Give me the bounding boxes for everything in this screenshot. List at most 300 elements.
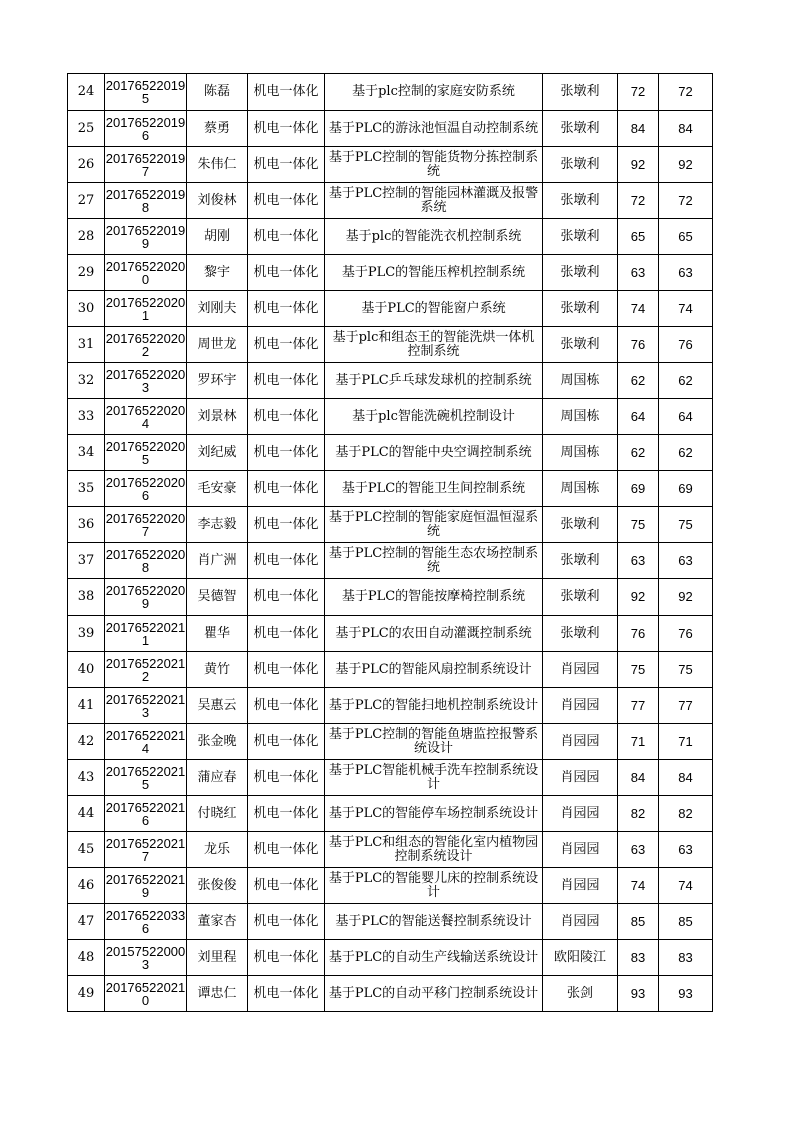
thesis-title: 基于PLC的农田自动灌溉控制系统	[335, 625, 532, 641]
thesis-title: 基于PLC的智能压榨机控制系统	[341, 264, 526, 280]
major: 机电一体化	[253, 372, 319, 388]
thesis-title: 基于PLC和组态的智能化室内植物园控制系统设计	[328, 834, 539, 864]
student-name-cell	[187, 435, 248, 471]
student-id: 201765220201	[105, 294, 186, 323]
thesis-title-cell	[325, 255, 543, 291]
thesis-title-cell	[325, 832, 543, 868]
table-row	[68, 363, 713, 399]
student-id: 201765220207	[105, 510, 186, 539]
advisor: 张墩利	[560, 589, 600, 604]
thesis-title-cell	[325, 147, 543, 183]
thesis-title: 基于PLC控制的智能鱼塘监控报警系统设计	[328, 726, 539, 756]
student-name: 肖广洲	[197, 552, 237, 568]
table-row	[68, 507, 713, 543]
row-index: 48	[77, 949, 95, 965]
score: 64	[630, 408, 646, 424]
student-name-cell	[187, 111, 248, 147]
row-index-cell	[68, 147, 105, 183]
final-score-cell	[659, 796, 713, 832]
advisor: 张墩利	[560, 516, 600, 532]
student-name: 刘纪威	[197, 444, 237, 460]
thesis-title: 基于plc的智能洗衣机控制系统	[345, 228, 522, 244]
student-name-cell	[187, 796, 248, 832]
score-cell	[618, 471, 659, 507]
major: 机电一体化	[253, 949, 319, 965]
student-id-cell	[105, 435, 187, 471]
final-score: 64	[678, 408, 693, 424]
score: 62	[630, 372, 646, 388]
final-score-cell	[659, 435, 713, 471]
advisor-cell	[543, 724, 618, 760]
final-score: 69	[678, 480, 693, 496]
student-name-cell	[187, 868, 248, 904]
advisor-cell	[543, 760, 618, 796]
major: 机电一体化	[253, 444, 319, 460]
thesis-title-cell	[325, 688, 543, 724]
row-index: 41	[77, 697, 95, 713]
final-score-cell	[659, 255, 713, 291]
thesis-title: 基于PLC的智能卫生间控制系统	[341, 480, 526, 496]
advisor: 张剑	[566, 985, 593, 1001]
row-index: 33	[77, 408, 95, 424]
advisor-cell	[543, 147, 618, 183]
row-index-cell	[68, 471, 105, 507]
row-index: 28	[77, 228, 95, 244]
thesis-title-cell	[325, 471, 543, 507]
final-score: 62	[678, 372, 693, 388]
major-cell	[248, 868, 325, 904]
student-name: 吴德智	[197, 589, 237, 604]
advisor: 周国栋	[560, 480, 600, 496]
student-id: 201765220214	[105, 727, 186, 756]
row-index-cell	[68, 74, 105, 111]
table-row	[68, 760, 713, 796]
final-score-cell	[659, 183, 713, 219]
student-name-cell	[187, 724, 248, 760]
student-name: 胡刚	[203, 228, 230, 244]
table-row	[68, 291, 713, 327]
student-id-cell	[105, 147, 187, 183]
score: 75	[630, 516, 646, 532]
score-cell	[618, 74, 659, 111]
row-index: 27	[77, 192, 95, 208]
thesis-title: 基于PLC乒乓球发球机的控制系统	[335, 372, 532, 388]
major-cell	[248, 183, 325, 219]
final-score: 92	[678, 156, 693, 172]
table-row	[68, 74, 713, 111]
thesis-title-cell	[325, 868, 543, 904]
student-name: 谭忠仁	[197, 985, 237, 1001]
major: 机电一体化	[253, 192, 319, 208]
final-score: 82	[678, 805, 693, 821]
thesis-title: 基于PLC控制的智能园林灌溉及报警系统	[328, 185, 539, 215]
major-cell	[248, 796, 325, 832]
row-index-cell	[68, 111, 105, 147]
advisor: 周国栋	[560, 444, 600, 460]
row-index-cell	[68, 796, 105, 832]
final-score-cell	[659, 940, 713, 976]
table-row	[68, 579, 713, 616]
advisor-cell	[543, 616, 618, 652]
thesis-title-cell	[325, 976, 543, 1012]
student-name: 付晓红	[197, 805, 237, 821]
advisor-cell	[543, 74, 618, 111]
student-id-cell	[105, 688, 187, 724]
major: 机电一体化	[253, 480, 319, 496]
table-row	[68, 183, 713, 219]
major-cell	[248, 219, 325, 255]
thesis-title: 基于PLC的智能送餐控制系统设计	[335, 913, 532, 929]
final-score: 74	[678, 300, 693, 316]
table-row	[68, 399, 713, 435]
student-name-cell	[187, 976, 248, 1012]
final-score-cell	[659, 868, 713, 904]
final-score-cell	[659, 471, 713, 507]
thesis-title-cell	[325, 435, 543, 471]
advisor: 张墩利	[560, 625, 600, 641]
major: 机电一体化	[253, 408, 319, 424]
major: 机电一体化	[253, 985, 319, 1001]
row-index-cell	[68, 435, 105, 471]
student-id: 201575220003	[105, 943, 186, 972]
row-index: 30	[77, 300, 95, 316]
table-row	[68, 471, 713, 507]
score: 84	[630, 120, 646, 136]
final-score-cell	[659, 291, 713, 327]
score-cell	[618, 507, 659, 543]
student-id-cell	[105, 724, 187, 760]
student-id: 201765220202	[105, 330, 186, 359]
score: 85	[630, 913, 646, 929]
thesis-title: 基于PLC控制的智能家庭恒温恒湿系统	[328, 509, 539, 539]
thesis-title-cell	[325, 940, 543, 976]
student-name-cell	[187, 940, 248, 976]
student-name-cell	[187, 183, 248, 219]
score: 93	[630, 985, 646, 1001]
student-id-cell	[105, 616, 187, 652]
advisor: 张墩利	[560, 552, 600, 568]
row-index: 40	[77, 661, 95, 677]
student-id-cell	[105, 183, 187, 219]
student-id-cell	[105, 327, 187, 363]
student-name: 黎宇	[203, 264, 230, 280]
major: 机电一体化	[253, 120, 319, 136]
thesis-title: 基于plc控制的家庭安防系统	[352, 84, 515, 99]
student-id: 201765220217	[105, 835, 186, 864]
major-cell	[248, 111, 325, 147]
advisor-cell	[543, 471, 618, 507]
student-id: 201765220200	[105, 258, 186, 287]
thesis-title-cell	[325, 291, 543, 327]
table-row	[68, 940, 713, 976]
student-name: 蒲应春	[197, 769, 237, 785]
row-index-cell	[68, 904, 105, 940]
score: 65	[630, 228, 646, 244]
major: 机电一体化	[253, 697, 319, 713]
final-score-cell	[659, 543, 713, 579]
thesis-title-cell	[325, 796, 543, 832]
table-row	[68, 724, 713, 760]
thesis-title: 基于PLC的智能按摩椅控制系统	[341, 589, 526, 604]
student-id: 201765220336	[105, 907, 186, 936]
major-cell	[248, 435, 325, 471]
student-name: 黄竹	[203, 661, 230, 677]
thesis-title-cell	[325, 507, 543, 543]
table-row	[68, 904, 713, 940]
score-cell	[618, 616, 659, 652]
student-name: 毛安豪	[197, 480, 237, 496]
advisor: 张墩利	[560, 120, 600, 136]
final-score-cell	[659, 616, 713, 652]
student-id: 201765220212	[105, 655, 186, 684]
student-name: 吴惠云	[197, 697, 237, 713]
table-row	[68, 327, 713, 363]
student-id-cell	[105, 579, 187, 616]
final-score-cell	[659, 219, 713, 255]
row-index-cell	[68, 976, 105, 1012]
student-id-cell	[105, 399, 187, 435]
row-index: 24	[77, 84, 95, 99]
row-index: 42	[77, 733, 95, 749]
advisor-cell	[543, 219, 618, 255]
advisor-cell	[543, 868, 618, 904]
final-score: 63	[678, 841, 693, 857]
advisor: 张墩利	[560, 192, 600, 208]
student-id: 201765220196	[105, 114, 186, 143]
row-index-cell	[68, 760, 105, 796]
major: 机电一体化	[253, 625, 319, 641]
table-row	[68, 616, 713, 652]
advisor-cell	[543, 327, 618, 363]
student-name-cell	[187, 147, 248, 183]
student-name-cell	[187, 399, 248, 435]
final-score: 77	[678, 697, 693, 713]
row-index: 36	[77, 516, 95, 532]
advisor-cell	[543, 688, 618, 724]
row-index: 31	[77, 336, 95, 352]
student-name-cell	[187, 471, 248, 507]
major: 机电一体化	[253, 733, 319, 749]
score: 75	[630, 661, 646, 677]
thesis-title-cell	[325, 399, 543, 435]
final-score: 93	[678, 985, 693, 1001]
student-name: 刘俊林	[197, 192, 237, 208]
thesis-title-cell	[325, 219, 543, 255]
thesis-title-cell	[325, 363, 543, 399]
table-row	[68, 435, 713, 471]
score-cell	[618, 543, 659, 579]
advisor: 张墩利	[560, 84, 600, 99]
major-cell	[248, 507, 325, 543]
major: 机电一体化	[253, 156, 319, 172]
major-cell	[248, 291, 325, 327]
final-score-cell	[659, 976, 713, 1012]
score: 63	[630, 841, 646, 857]
student-id-cell	[105, 652, 187, 688]
student-id: 201765220210	[105, 979, 186, 1008]
major-cell	[248, 399, 325, 435]
score-cell	[618, 579, 659, 616]
thesis-title-cell	[325, 74, 543, 111]
student-id-cell	[105, 868, 187, 904]
final-score-cell	[659, 652, 713, 688]
major: 机电一体化	[253, 661, 319, 677]
student-name-cell	[187, 543, 248, 579]
major-cell	[248, 904, 325, 940]
score: 62	[630, 444, 646, 460]
student-id-cell	[105, 976, 187, 1012]
student-name: 罗环宇	[197, 372, 237, 388]
advisor: 周国栋	[560, 408, 600, 424]
thesis-title-cell	[325, 724, 543, 760]
score: 76	[630, 336, 646, 352]
table-row	[68, 796, 713, 832]
table-row	[68, 652, 713, 688]
major: 机电一体化	[253, 913, 319, 929]
final-score-cell	[659, 399, 713, 435]
advisor-cell	[543, 399, 618, 435]
major: 机电一体化	[253, 228, 319, 244]
row-index-cell	[68, 616, 105, 652]
student-name: 刘刚夫	[197, 300, 237, 316]
score-cell	[618, 724, 659, 760]
major-cell	[248, 832, 325, 868]
advisor-cell	[543, 832, 618, 868]
advisor: 张墩利	[560, 264, 600, 280]
table-row	[68, 868, 713, 904]
score: 63	[630, 264, 646, 280]
row-index: 43	[77, 769, 95, 785]
grades-table	[67, 73, 713, 1012]
advisor: 肖园园	[560, 913, 600, 929]
score-cell	[618, 760, 659, 796]
student-id: 201765220199	[105, 222, 186, 251]
advisor: 肖园园	[560, 661, 600, 677]
score-cell	[618, 147, 659, 183]
student-name-cell	[187, 507, 248, 543]
score: 92	[630, 589, 646, 604]
score-cell	[618, 399, 659, 435]
score: 74	[630, 877, 646, 893]
table-row	[68, 147, 713, 183]
final-score-cell	[659, 147, 713, 183]
thesis-title: 基于PLC的游泳池恒温自动控制系统	[328, 120, 539, 136]
student-name: 龙乐	[203, 841, 230, 857]
score: 77	[630, 697, 646, 713]
score: 83	[630, 949, 646, 965]
major-cell	[248, 940, 325, 976]
score-cell	[618, 111, 659, 147]
score-cell	[618, 291, 659, 327]
student-name-cell	[187, 327, 248, 363]
advisor-cell	[543, 435, 618, 471]
student-id: 201765220208	[105, 546, 186, 575]
thesis-title-cell	[325, 111, 543, 147]
final-score: 71	[678, 733, 693, 749]
final-score-cell	[659, 111, 713, 147]
student-name: 刘景林	[197, 408, 237, 424]
advisor-cell	[543, 507, 618, 543]
student-name-cell	[187, 760, 248, 796]
student-id-cell	[105, 219, 187, 255]
major-cell	[248, 471, 325, 507]
row-index-cell	[68, 652, 105, 688]
student-id: 201765220197	[105, 150, 186, 179]
final-score-cell	[659, 688, 713, 724]
table-row	[68, 111, 713, 147]
thesis-title: 基于PLC的智能中央空调控制系统	[335, 444, 532, 460]
student-id-cell	[105, 832, 187, 868]
table-row	[68, 255, 713, 291]
advisor-cell	[543, 363, 618, 399]
student-name: 李志毅	[197, 516, 237, 532]
row-index-cell	[68, 183, 105, 219]
row-index-cell	[68, 291, 105, 327]
row-index: 44	[77, 805, 95, 821]
major: 机电一体化	[253, 877, 319, 893]
major-cell	[248, 363, 325, 399]
final-score-cell	[659, 74, 713, 111]
final-score: 75	[678, 661, 693, 677]
score-cell	[618, 327, 659, 363]
major: 机电一体化	[253, 264, 319, 280]
table-row	[68, 219, 713, 255]
score: 71	[630, 733, 646, 749]
row-index-cell	[68, 327, 105, 363]
thesis-title-cell	[325, 652, 543, 688]
thesis-title: 基于PLC的智能风扇控制系统设计	[335, 661, 532, 677]
score-cell	[618, 219, 659, 255]
row-index-cell	[68, 940, 105, 976]
row-index: 37	[77, 552, 95, 568]
row-index-cell	[68, 363, 105, 399]
advisor-cell	[543, 796, 618, 832]
student-name-cell	[187, 616, 248, 652]
student-name-cell	[187, 832, 248, 868]
major: 机电一体化	[253, 552, 319, 568]
major-cell	[248, 724, 325, 760]
student-id: 201765220209	[105, 583, 186, 611]
table-row	[68, 688, 713, 724]
row-index-cell	[68, 724, 105, 760]
advisor-cell	[543, 255, 618, 291]
thesis-title-cell	[325, 760, 543, 796]
thesis-title-cell	[325, 327, 543, 363]
score: 84	[630, 769, 646, 785]
advisor-cell	[543, 579, 618, 616]
student-name-cell	[187, 652, 248, 688]
row-index: 39	[77, 625, 95, 641]
score-cell	[618, 435, 659, 471]
student-id-cell	[105, 760, 187, 796]
row-index-cell	[68, 688, 105, 724]
student-name: 瞿华	[203, 625, 230, 641]
row-index: 47	[77, 913, 95, 929]
thesis-title: 基于PLC控制的智能生态农场控制系统	[328, 545, 539, 575]
final-score-cell	[659, 507, 713, 543]
row-index: 45	[77, 841, 95, 857]
major-cell	[248, 760, 325, 796]
student-name: 张金晚	[197, 733, 237, 749]
advisor: 张墩利	[560, 300, 600, 316]
advisor: 肖园园	[560, 697, 600, 713]
score: 72	[630, 84, 646, 99]
final-score: 92	[678, 589, 693, 604]
advisor-cell	[543, 976, 618, 1012]
major: 机电一体化	[253, 336, 319, 352]
thesis-title: 基于PLC的智能婴儿床的控制系统设计	[328, 870, 539, 900]
advisor: 肖园园	[560, 733, 600, 749]
